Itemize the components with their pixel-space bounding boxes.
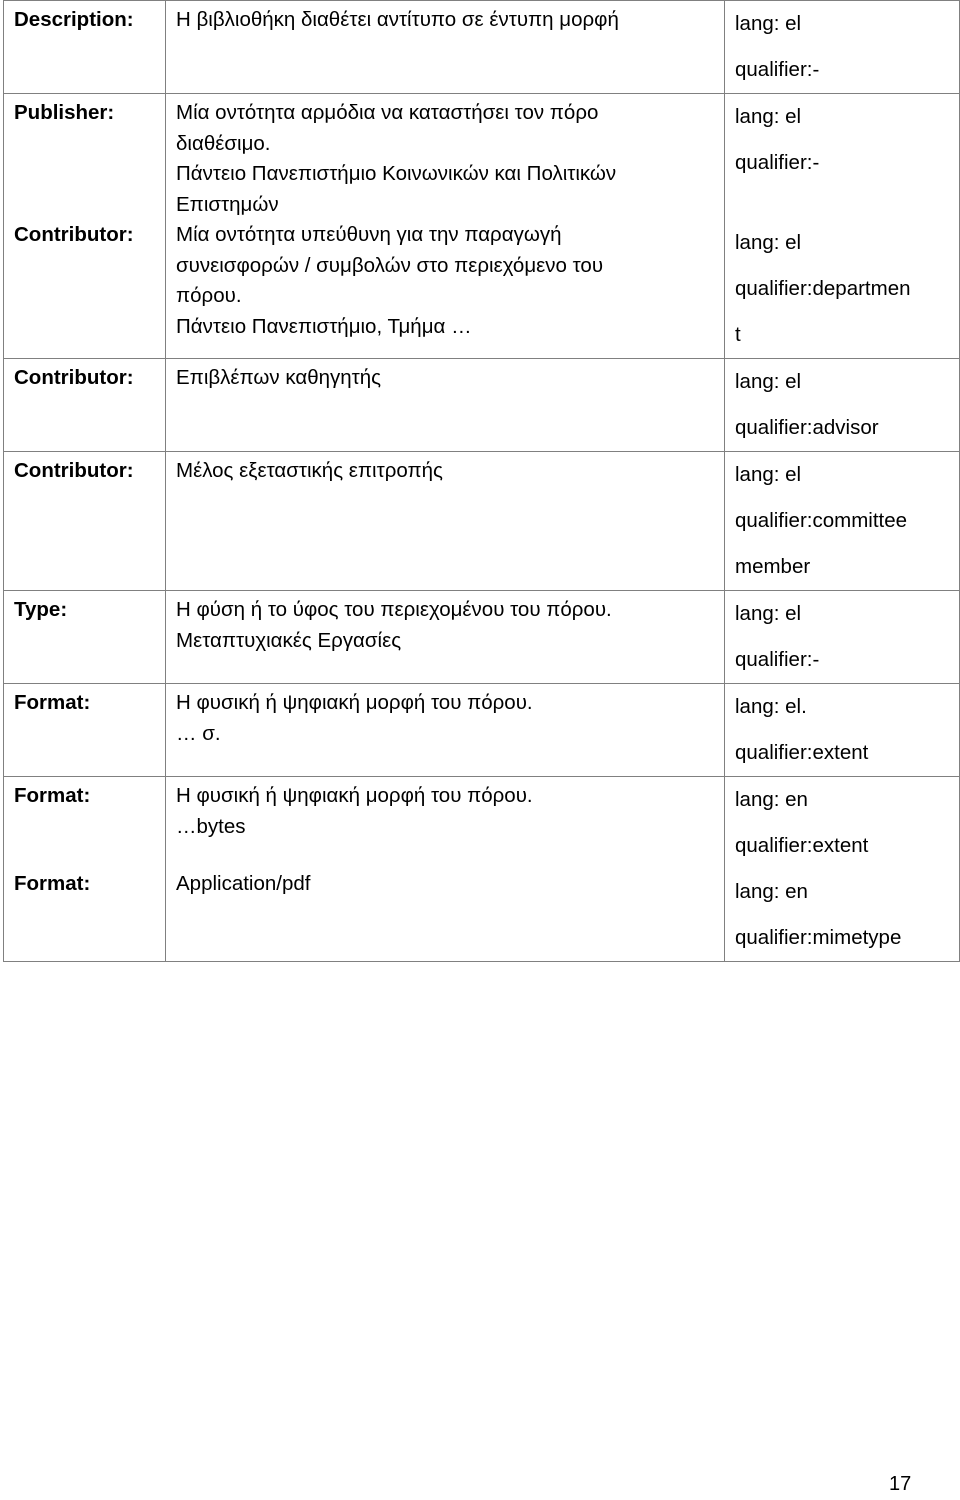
field-value: Μέλος εξεταστικής επιτροπής [166,452,725,591]
field-label: Publisher: [4,94,166,221]
field-label: Format: [4,777,166,870]
table-row [4,684,960,777]
field-label: Contributor: [4,359,166,452]
table-row [4,777,960,870]
field-value: Application/pdf [166,869,725,962]
table-row [4,869,960,962]
field-value: Επιβλέπων καθηγητής [166,359,725,452]
field-value: Η βιβλιοθήκη διαθέτει αντίτυπο σε έντυπη μορφή [166,1,725,94]
field-value: Μία οντότητα υπεύθυνη για την παραγωγή συνεισφορών / συμβολών στο περιεχόμενο του πόρου. Πάντειο Πανεπιστήμιο, Τμήμα … [166,220,725,359]
table-row [4,1,960,94]
field-qualifier: lang: en qualifier:extent [725,777,960,870]
field-label: Contributor: [4,452,166,591]
field-label: Description: [4,1,166,94]
field-qualifier: lang: el. qualifier:extent [725,684,960,777]
field-qualifier: lang: en qualifier:mimetype [725,869,960,962]
field-qualifier: lang: el qualifier:- [725,591,960,684]
field-qualifier: lang: el qualifier:- [725,1,960,94]
field-label: Type: [4,591,166,684]
table-row [4,452,960,591]
field-label: Contributor: [4,220,166,359]
field-qualifier: lang: el qualifier:advisor [725,359,960,452]
table-row [4,94,960,221]
field-value: Μία οντότητα αρμόδια να καταστήσει τον πόρο διαθέσιμο. Πάντειο Πανεπιστήμιο Κοινωνικών και Πολιτικών Επιστημών [166,94,725,221]
field-value: Η φύση ή το ύφος του περιεχομένου του πόρου. Μεταπτυχιακές Εργασίες [166,591,725,684]
page-number: 17 [889,1473,912,1495]
field-qualifier: lang: el qualifier:committee member [725,452,960,591]
field-qualifier: lang: el qualifier:- [725,94,960,221]
field-qualifier: lang: el qualifier:departmen t [725,220,960,359]
field-label: Format: [4,684,166,777]
table-row [4,220,960,359]
metadata-table [3,0,960,962]
field-value: Η φυσική ή ψηφιακή μορφή του πόρου. …bytes [166,777,725,870]
field-label: Format: [4,869,166,962]
table-row [4,591,960,684]
table-row [4,359,960,452]
field-value: Η φυσική ή ψηφιακή μορφή του πόρου. … σ. [166,684,725,777]
